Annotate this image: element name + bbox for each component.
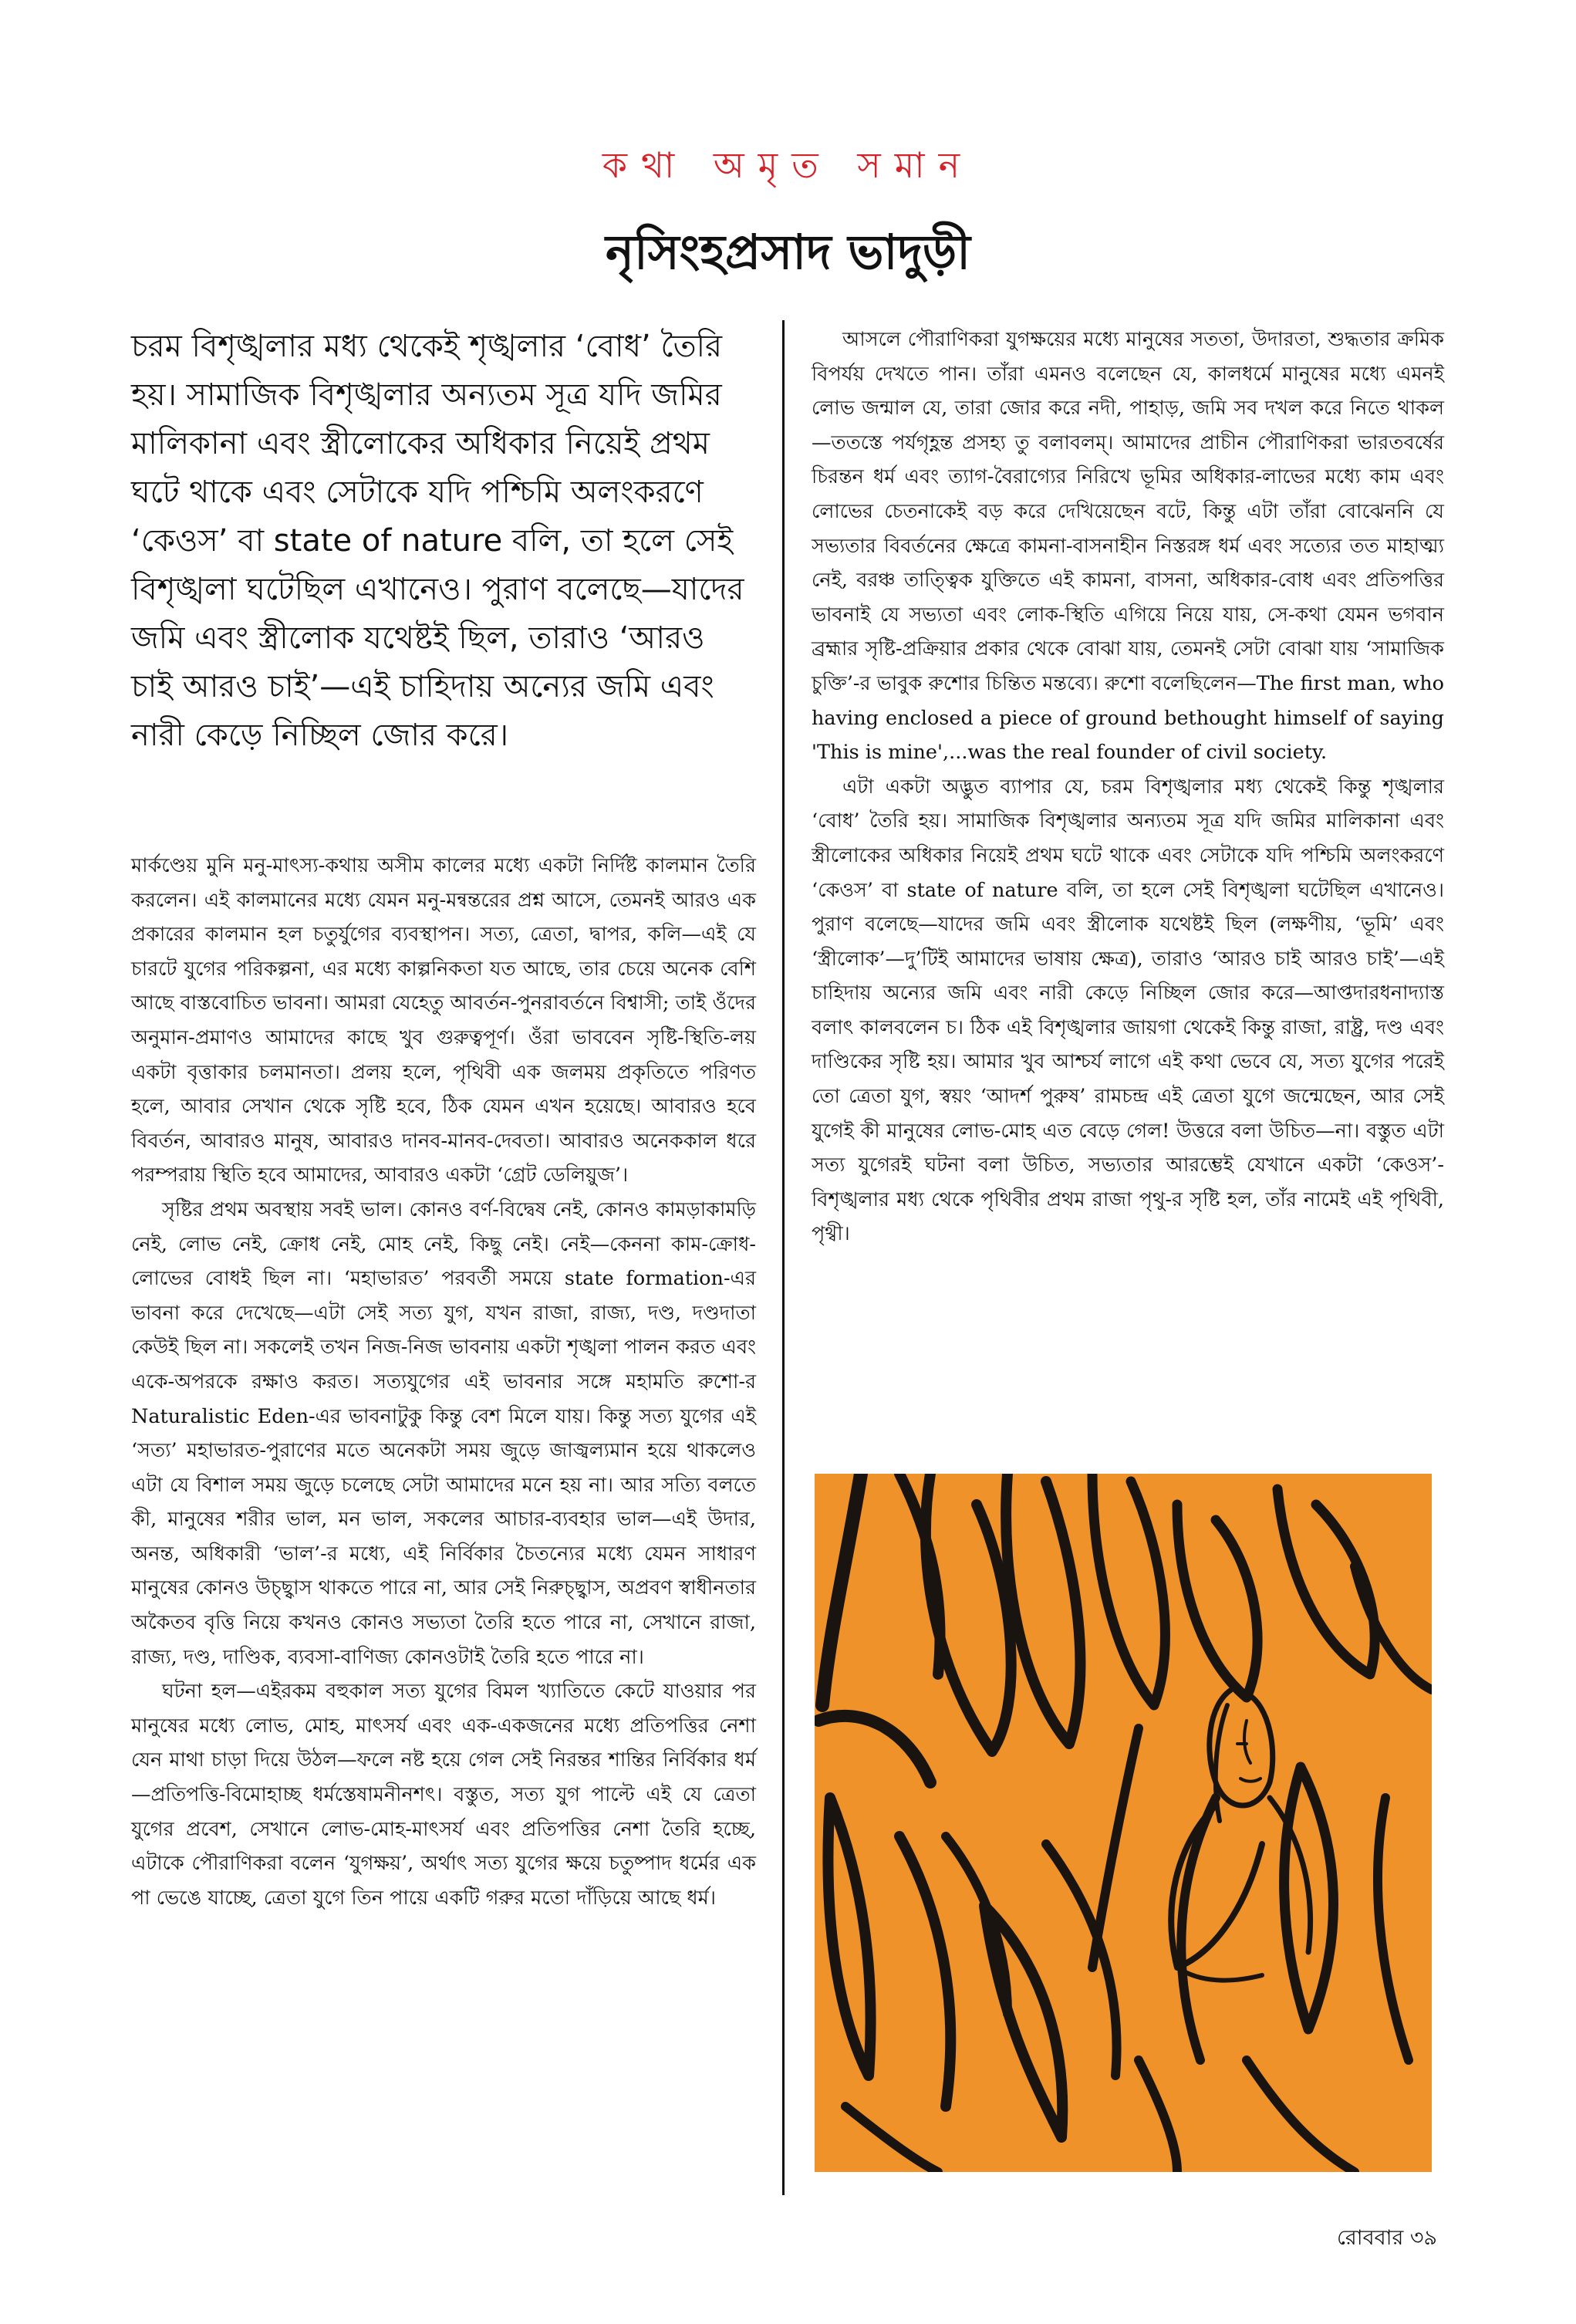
column-divider [782,320,785,2195]
left-column-body [131,849,756,1915]
pull-quote: চরম বিশৃঙ্খলার মধ্য থেকেই শৃঙ্খলার ‘বোধ’ তৈরি হয়। সামাজিক বিশৃঙ্খলার অন্যতম সূত্র যদি জমির মালিকানা এবং স্ত্রীলোকের অধিকার নিয়েই প্রথম ঘটে থাকে এবং সেটাকে যদি পশ্চিমি অলংকরণে ‘কেওস’ বা state of nature বলি, তা হলে সেই বিশৃঙ্খলা ঘটেছিল এখানেও। পুরাণ বলেছে—যাদের জমি এবং স্ত্রীলোক যথেষ্টই ছিল, তারাও ‘আরও চাই আরও চাই’—এই চাহিদায় অন্যের জমি এবং নারী কেড়ে নিচ্ছিল জোর করে। [131,329,744,753]
series-title: কথা অমৃত সমান [602,144,974,186]
body-paragraph: মার্কণ্ডেয় মুনি মনু-মাৎস্য-কথায় অসীম কালের মধ্যে একটা নির্দিষ্ট কালমান তৈরি করলেন। এই কালমানের মধ্যে যেমন মনু-মন্বন্তরের প্রশ্ন আসে, তেমনই আরও এক প্রকারের কালমান হল চতুর্যুগের ব্যবস্থাপন। সত্য, ত্রেতা, দ্বাপর, কলি—এই যে চারটে যুগের পরিকল্পনা, এর মধ্যে কাল্পনিকতা যত আছে, তার চেয়ে অনেক বেশি আছে বাস্তবোচিত ভাবনা। আমরা যেহেতু আবর্তন-পুনরাবর্তনে বিশ্বাসী; তাই ওঁদের অনুমান-প্রমাণও আমাদের কাছে খুব গুরুত্বপূর্ণ। ওঁরা ভাববেন সৃষ্টি-স্থিতি-লয় একটা বৃত্তাকার চলমানতা। প্রলয় হলে, পৃথিবী এক জলময় প্রকৃতিতে পরিণত হলে, আবার সেখান থেকে সৃষ্টি হবে, ঠিক যেমন এখন হয়েছে। আবারও হবে বিবর্তন, আবারও মানুষ, আবারও দানব-মানব-দেবতা। আবারও অনেককাল ধরে পরম্পরায় স্থিতি হবে আমাদের, আবারও একটা ‘গ্রেট ডেলিয়ুজ’। [131,854,756,1187]
body-paragraph: এটা একটা অদ্ভুত ব্যাপার যে, চরম বিশৃঙ্খলার মধ্য থেকেই কিন্তু শৃঙ্খলার ‘বোধ’ তৈরি হয়। সামাজিক বিশৃঙ্খলার অন্যতম সূত্র যদি জমির মালিকানা এবং স্ত্রীলোকের অধিকার নিয়েই প্রথম ঘটে থাকে এবং সেটাকে যদি পশ্চিমি অলংকরণে ‘কেওস’ বা state of nature বলি, তা হলে সেই বিশৃঙ্খলা ঘটেছিল এখানেও। পুরাণ বলেছে—যাদের জমি এবং স্ত্রীলোক যথেষ্টই ছিল (লক্ষণীয়, ‘ভূমি’ এবং ‘স্ত্রীলোক’—দু’টিই আমাদের ভাষায় ক্ষেত্র), তারাও ‘আরও চাই আরও চাই’—এই চাহিদায় অন্যের জমি এবং নারী কেড়ে নিচ্ছিল জোর করে—আপ্তদারধনাদ্যাস্ত বলাৎ কালবলেন চ। ঠিক এই বিশৃঙ্খলার জায়গা থেকেই কিন্তু রাজা, রাষ্ট্র, দণ্ড এবং দাণ্ডিকের সৃষ্টি হয়। আমার খুব আশ্চর্য লাগে এই কথা ভেবে যে, সত্য যুগের পরেই তো ত্রেতা যুগ, স্বয়ং ‘আদর্শ পুরুষ’ রামচন্দ্র এই ত্রেতা যুগে জন্মেছেন, আর সেই যুগেই কী মানুষের লোভ-মোহ এত বেড়ে গেল! উত্তরে বলা উচিত—না। বস্তুত এটা সত্য যুগেরই ঘটনা বলা উচিত, সভ্যতার আরম্ভেই যেখানে একটা ‘কেওস’-বিশৃঙ্খলার মধ্য থেকে পৃথিবীর প্রথম রাজা পৃথু-র সৃষ্টি হল, তাঁর নামেই এই পৃথিবী, পৃথ্বী। [812,775,1444,1246]
body-paragraph: সৃষ্টির প্রথম অবস্থায় সবই ভাল। কোনও বর্ণ-বিদ্বেষ নেই, কোনও কামড়াকামড়ি নেই, লোভ নেই, ক্রোধ নেই, মোহ নেই, কিছু নেই। নেই—কেননা কাম-ক্রোধ-লোভের বোধই ছিল না। ‘মহাভারত’ পরবর্তী সময়ে state formation-এর ভাবনা করে দেখেছে—এটা সেই সত্য যুগ, যখন রাজা, রাজ্য, দণ্ড, দণ্ডদাতা কেউই ছিল না। সকলেই তখন নিজ-নিজ ভাবনায় একটা শৃঙ্খলা পালন করত এবং একে-অপরকে রক্ষাও করত। সত্যযুগের এই ভাবনার সঙ্গে মহামতি রুশো-র Naturalistic Eden-এর ভাবনাটুকু কিন্তু বেশ মিলে যায়। কিন্তু সত্য যুগের এই ‘সত্য’ মহাভারত-পুরাণের মতে অনেকটা সময় জুড়ে জাজ্বল্যমান হয়ে থাকলেও এটা যে বিশাল সময় জুড়ে চলেছে সেটা আমাদের মনে হয় না। আর সত্যি বলতে কী, মানুষের শরীর ভাল, মন ভাল, সকলের আচার-ব্যবহার ভাল—এই উদার, অনন্ত, অধিকারী ‘ভাল’-র মধ্যে, এই নির্বিকার চৈতন্যের মধ্যে যেমন সাধারণ মানুষের কোনও উচ্ছ্বাস থাকতে পারে না, আর সেই নিরুচ্ছ্বাস, অপ্রবণ স্বাধীনতার অকৈতব বৃত্তি নিয়ে কখনও কোনও সভ্যতা তৈরি হতে পারে না, সেখানে রাজা, রাজ্য, দণ্ড, দাণ্ডিক, ব্যবসা-বাণিজ্য কোনওটাই তৈরি হতে পারে না। [131,1197,756,1669]
page-footer: রোববার ৩৯ [1336,2226,1437,2250]
body-paragraph: আসলে পৌরাণিকরা যুগক্ষয়ের মধ্যে মানুষের সততা, উদারতা, শুদ্ধতার ক্রমিক বিপর্যয় দেখতে পান। তাঁরা এমনও বলেছেন যে, কালধর্মে মানুষের মধ্যে এমনই লোভ জন্মাল যে, তারা জোর করে নদী, পাহাড়, জমি সব দখল করে নিতে থাকল—ততস্তে পর্যগৃহ্ণন্ত প্রসহ্য তু বলাবলম্‌। আমাদের প্রাচীন পৌরাণিকরা ভারতবর্ষের চিরন্তন ধর্ম এবং ত্যাগ-বৈরাগ্যের নিরিখে ভূমির অধিকার-লাভের মধ্যে কাম এবং লোভের চেতনাকেই বড় করে দেখিয়েছেন বটে, কিন্তু এটা তাঁরা বোঝেননি যে সভ্যতার বিবর্তনের ক্ষেত্রে কামনা-বাসনাহীন নিস্তরঙ্গ ধর্ম এবং সত্যের তত মাহাত্ম্য নেই, বরঞ্চ তাত্ত্বিক যুক্তিতে এই কামনা, বাসনা, অধিকার-বোধ এবং প্রতিপত্তির ভাবনাই যে সভ্যতা এবং লোক-স্থিতি এগিয়ে নিয়ে যায়, সে-কথা যেমন ভগবান ব্রহ্মার সৃষ্টি-প্রক্রিয়ার প্রকার থেকে বোঝা যায়, তেমনই সেটা বোঝা যায় ‘সামাজিক চুক্তি’-র ভাবুক রুশোর চিন্তিত মন্তব্যে। রুশো বলেছিলেন—The first man, who having enclosed a piece of ground bethought himself of saying 'This is mine',...was the real founder of civil society. [812,328,1444,765]
woman-among-leaves-illustration [815,1474,1432,2172]
right-column-body [812,323,1444,1252]
body-paragraph: ঘটনা হল—এইরকম বহুকাল সত্য যুগের বিমল খ্যাতিতে কেটে যাওয়ার পর মানুষের মধ্যে লোভ, মোহ, মাৎসর্য এবং এক-একজনের মধ্যে প্রতিপত্তির নেশা যেন মাথা চাড়া দিয়ে উঠল—ফলে নষ্ট হয়ে গেল সেই নিরন্তর শান্তির নির্বিকার ধর্ম—প্রতিপত্তি-বিমোহাচ্ছ ধর্মস্তেষামনীনশৎ। বস্তুত, সত্য যুগ পাল্টে এই যে ত্রেতা যুগের প্রবেশ, সেখানে লোভ-মোহ-মাৎসর্য এবং প্রতিপত্তির নেশা তৈরি হচ্ছে, এটাকে পৌরাণিকরা বলেন ‘যুগক্ষয়’, অর্থাৎ সত্য যুগের ক্ষয়ে চতুষ্পাদ ধর্মের এক পা ভেঙে যাচ্ছে, ত্রেতা যুগে তিন পায়ে একটি গরুর মতো দাঁড়িয়ে আছে ধর্ম। [131,1680,756,1910]
author-name: নৃসিংহপ্রসাদ ভাদুড়ী [605,224,971,280]
